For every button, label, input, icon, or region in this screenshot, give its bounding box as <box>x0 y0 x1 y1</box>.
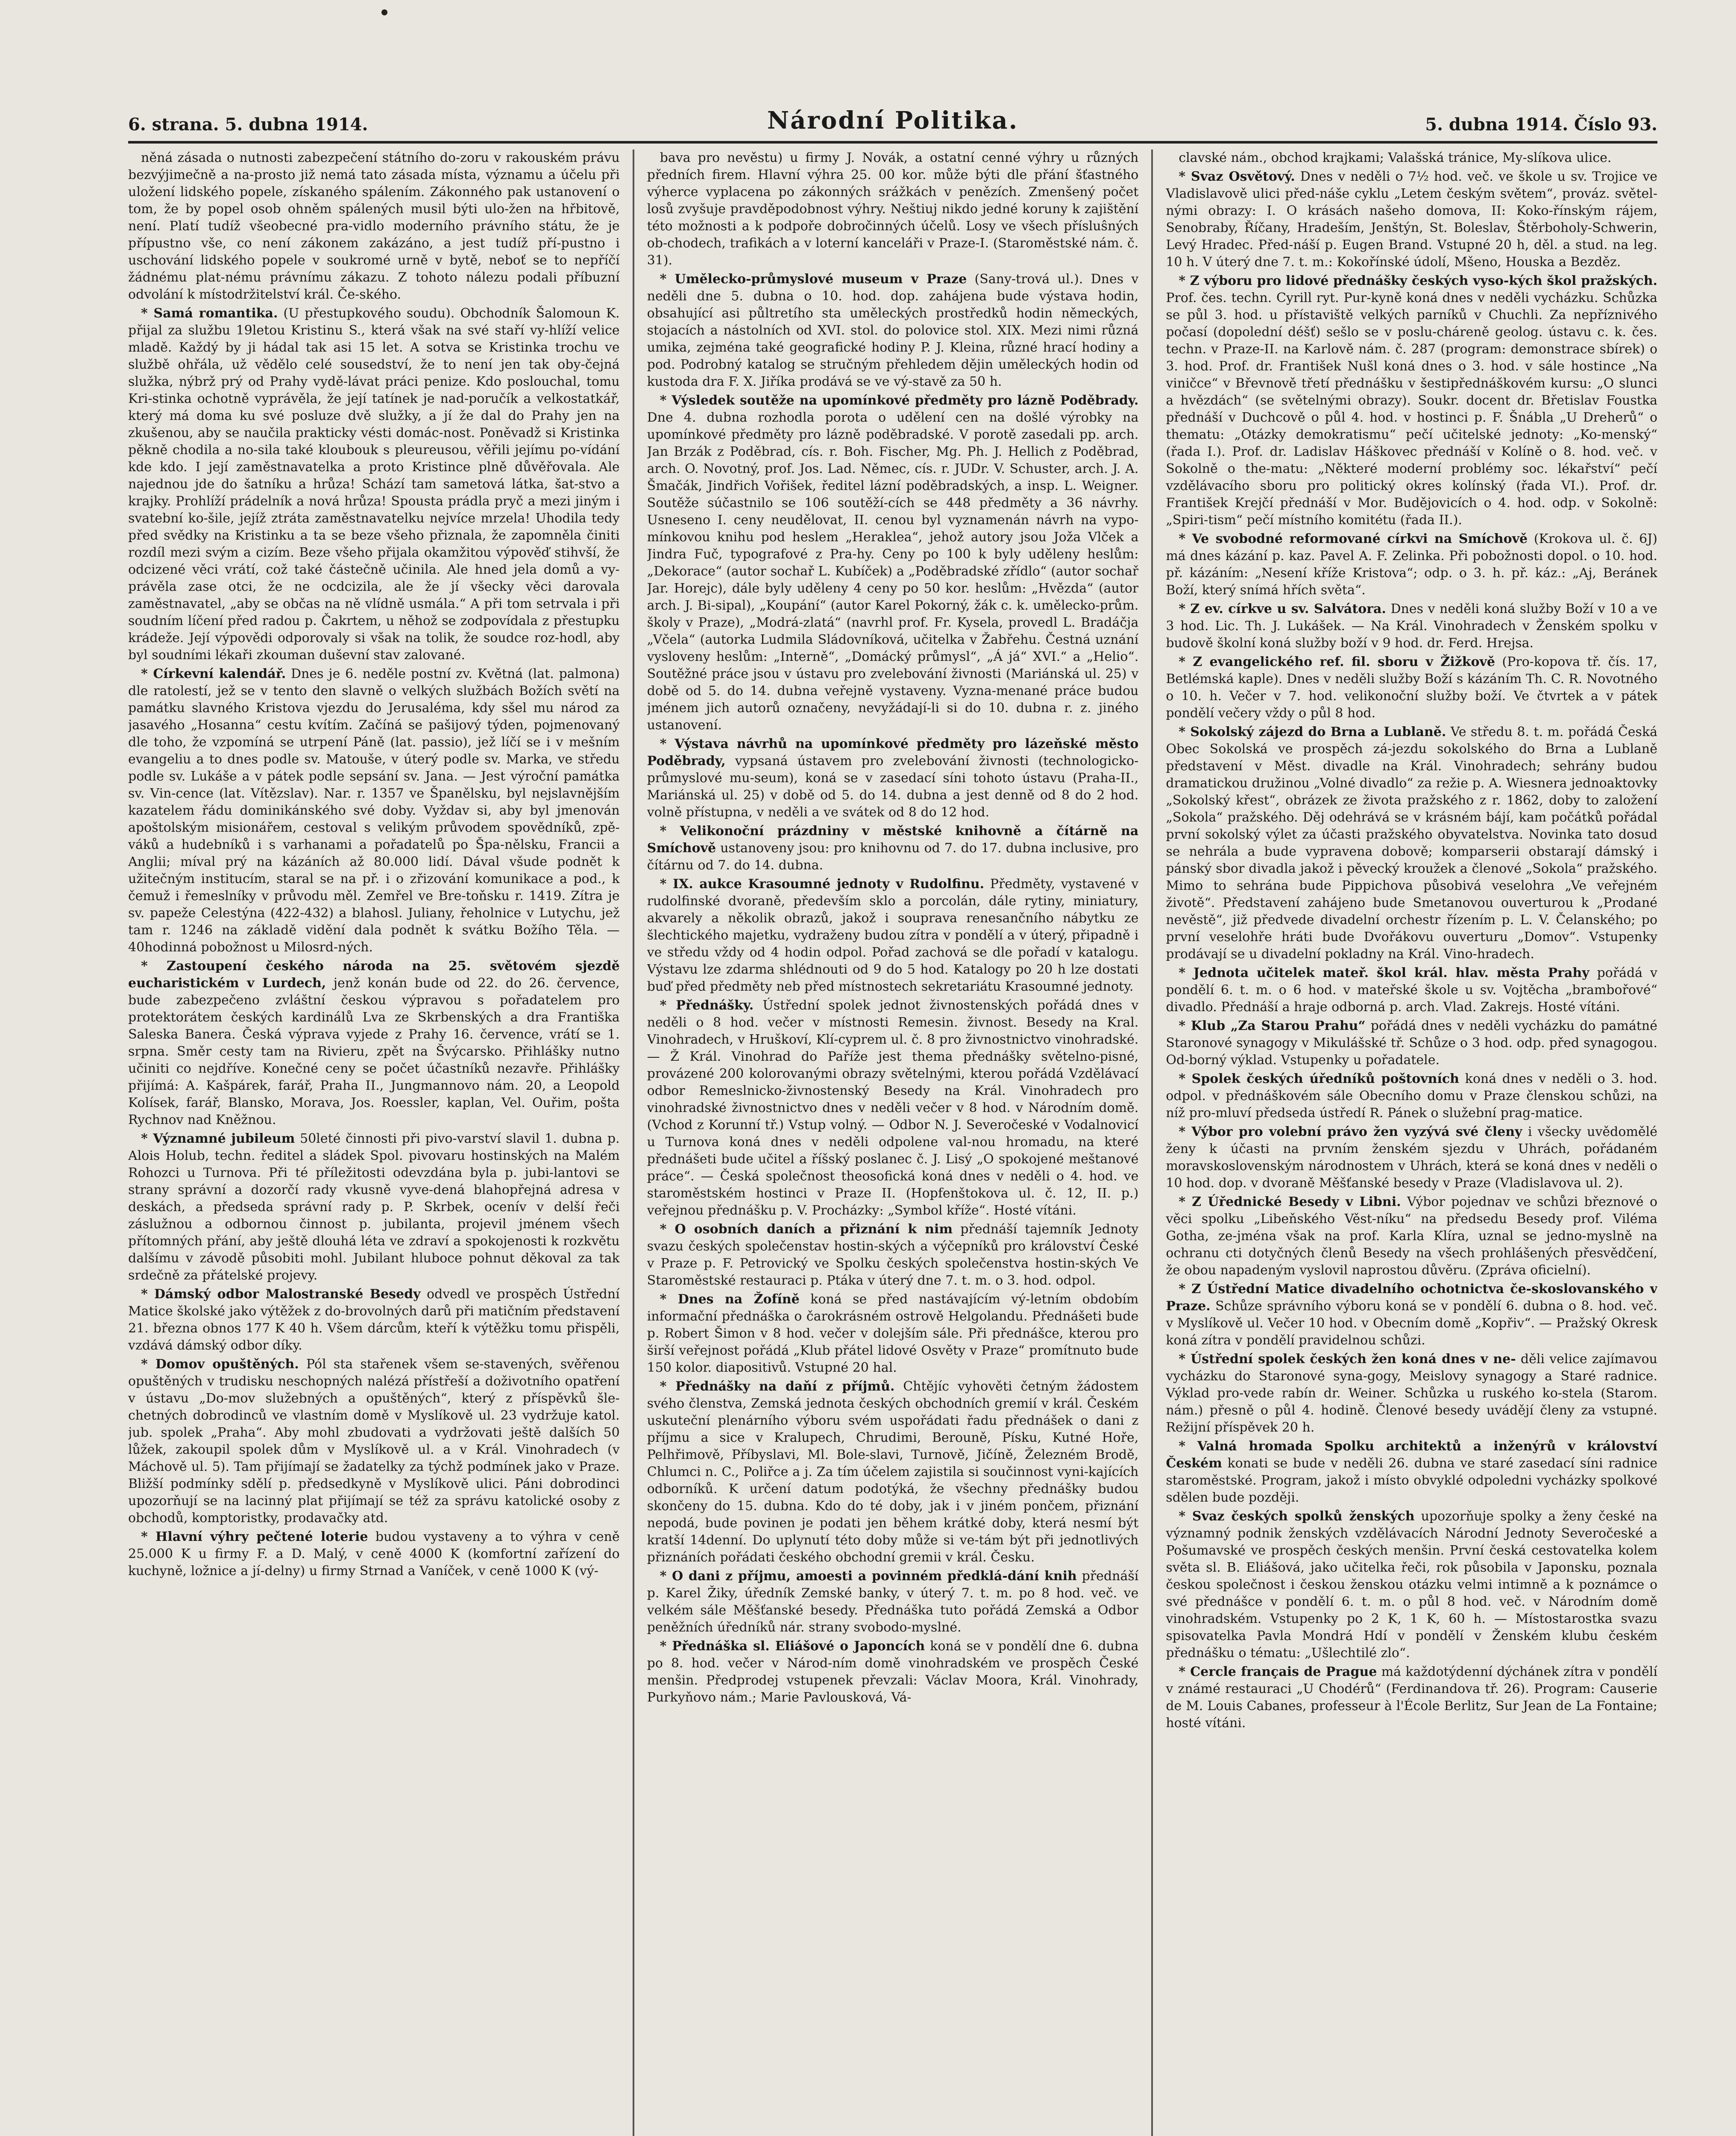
article-heading: * Výbor pro volební právo žen vyzývá své členy <box>1179 1124 1522 1139</box>
article-heading: * Jednota učitelek mateř. škol král. hlav. města Prahy <box>1179 965 1589 980</box>
header-right: 5. dubna 1914. Číslo 93. <box>1425 114 1657 135</box>
article-heading: * Domov opuštěných. <box>141 1357 299 1372</box>
article-text: Dnes je 6. neděle postní zv. Květná (lat. palmona) dle ratolestí, jež se v tento den slavně o velkých službách Božích světí na památku slavného Kristova vjezdu do Jerusaléma, kdy sšel mu národ za jasavého „Hosanna“ cestu kvítím. Začíná se pašijový týden, pojmenovaný dle toho, že vzpomíná se utrpení Páně (lat. passio), jež líčí se i v mešním evangeliu a to dnes podle sv. Matouše, v úterý podle sv. Marka, ve středu podle sv. Lukáše a v pátek podle sepsání sv. Jana. — Jest výroční památka sv. Vin-cence (lat. Vítězslav). Nar. r. 1357 ve Španělsku, byl nejslavnějším kazatelem řádu dominikánského své doby. Vyždav si, aby byl jmenován apoštolským misionářem, cestoval s velikým průvodem spovědníků, zpě-váků a hudebníků i s varhanami a pořadatelů po Špa-nělsku, Francii a Anglii; míval prý na kázáních až 80.000 lidí. Dával všude podnět k užitečným institucím, staral se na př. i o zřizování komunikace a pod., k čemuž i řemeslníky v průvodu měl. Zemřel ve Bre-toňsku r. 1419. Zítra je sv. papeže Celestýna (422-432) a blahosl. Juliany, řeholnice v Lutychu, jež tam r. 1246 na základě vidění dala podnět k svátku Božího Těla. — 40hodinná pobožnost u Milosrd-ných. <box>128 666 620 955</box>
article-text: Schůze správního výboru koná se v pondělí 6. dubna o 8. hod. več. v Myslíkově ul. Večer 10 hod. v Obecním domě „Kopřiv“. — Pražský Okresk koná zítra v pondělí pravidelnou schůzi. <box>1166 1299 1658 1348</box>
article-text: koná se před nastávajícím vý-letním obdobím informační přednáška o čarokrásném ostrově Helgolandu. Přednášeti bude p. Robert Šimon v 8 hod. večer v dolejším sále. Při přednášce, kterou pro širší veřejnost pořádá „Klub přátel lidové Osvěty v Praze“ promítnuto bude 150 kolor. diapositivů. Vstupné 20 hal. <box>647 1292 1139 1375</box>
article-heading: * Umělecko-průmyslové museum v Praze <box>660 272 967 287</box>
article-heading: * Výstava návrhů na upomínkové předměty pro lázeňské město Poděbrady, <box>647 736 1139 769</box>
article-paragraph <box>647 1291 1139 1376</box>
article-heading: * Sokolský zájezd do Brna a Lublaně. <box>1179 725 1446 739</box>
ink-speck <box>381 9 387 15</box>
article-heading: * Velikonoční prázdniny v městské knihovně a čítárně na Smíchově <box>647 824 1139 856</box>
article-heading: * Dnes na Žofíně <box>660 1292 800 1307</box>
masthead-title: Národní Politika. <box>767 106 1019 135</box>
column-3 <box>1166 150 1657 2136</box>
article-paragraph <box>1166 724 1657 963</box>
article-paragraph <box>1166 273 1657 529</box>
article-heading: * IX. aukce Krasoumné jednoty v Rudolfinu. <box>660 877 985 892</box>
article-text: děli velice zajímavou vycházku do Staronové syna-gogy, Meislovy synagogy a Staré radnice. Výklad pro-vede rabín dr. Weiner. Schůzka u ruského ko-stela (Starom. nám.) přesně o půl 4. hodině. Členové besedy uvádějí členy za vstupné. Režijní příspěvek 20 h. <box>1166 1352 1658 1435</box>
article-text: (Krokova ul. č. 6J) má dnes kázání p. kaz. Pavel A. F. Zelinka. Při pobožnosti dopol. o 10. hod. př. kázáním: „Nesení kříže Kristova“; odp. o 3. h. př. káz.: „Aj, Beránek Boží, který snímá hřích světa“. <box>1166 531 1658 598</box>
article-paragraph <box>128 1286 620 1354</box>
article-text: má každotýdenní dýchánek zítra v pondělí v známé restauraci „U Chodérů“ (Ferdinandova tř. 26). Program: Causerie de M. Louis Cabanes, professeur à l'École Berlitz, Sur Jean de La Fontaine; hosté vítáni. <box>1166 1664 1658 1731</box>
article-text: pořádá v pondělí 6. t. m. o 6 hod. v mateřské škole u sv. Vojtěcha „brambořové“ divadlo. Přednáší a hraje odborná p. arch. Vlad. Zakrejs. Hosté vítáni. <box>1166 965 1658 1015</box>
article-paragraph <box>647 150 1139 269</box>
article-heading: * Dámský odbor Malostranské Besedy <box>141 1287 421 1302</box>
article-heading: * Z ev. církve u sv. Salvátora. <box>1179 601 1386 616</box>
article-paragraph <box>1166 1664 1657 1732</box>
article-heading: * Z výboru pro lidové přednášky českých vyso-kých škol pražských. <box>1179 273 1658 288</box>
column-divider <box>633 150 634 2136</box>
article-paragraph <box>647 1638 1139 1706</box>
article-paragraph <box>1166 150 1657 167</box>
article-heading: * O osobních daních a přiznání k nim <box>660 1222 953 1237</box>
article-heading: * Klub „Za Starou Prahu“ <box>1179 1018 1366 1033</box>
article-heading: * Svaz Osvětový. <box>1179 169 1295 184</box>
article-text: budou vystaveny a to výhra v ceně 25.000 K u firmy F. a D. Malý, v ceně 4000 K (komfortní zařízení do kuchyně, ložnice a jí-delny) u firmy Strnad a Vaníček, v ceně 1000 K (vý- <box>128 1529 620 1579</box>
article-text: bava pro nevěstu) u firmy J. Novák, a ostatní cenné výhry u různých předních firem. Hlavní výhra 25. 00 kor. může býti dle přání šťastného výherce vyplacena po zákonných srážkách v penězích. Zmenšený počet losů zvyšuje pravděpodobnost výhry. Neštiuj nikdo jedné koruny k zajištění této možnosti a k podpoře dobročinných účelů. Losy ve všech přísluŝných ob-chodech, trafikách a v loterní kanceláři v Praze-I. (Staroměstské nám. č. 31). <box>647 150 1139 268</box>
article-heading: * Svaz českých spolků ženských <box>1179 1509 1415 1524</box>
article-paragraph <box>128 1130 620 1284</box>
article-columns <box>128 150 1657 2136</box>
article-text: (U přestupkového soudu). Obchodník Šalomoun K. přijal za službu 19letou Kristinu S., která však na své staří vy-hlíží velice mladě. Každý by ji hádal tak asi 15 let. A sotva se Kristinka trochu ve službě ohřála, už vědělo celé sousedství, že to není jen tak oby-čejná služka, nýbrž prý od Prahy vydě-lávat práci penize. Kdo poslouchal, tomu Kri-stinka ochotně vyprávěla, že její tatínek je nad-poručík a velkostatkář, který má doma ku své posluze dvě služky, a jí že dal do Prahy jen na zkušenou, aby se naučila prakticky vésti domác-nost. Poněvadž si Kristinka pěkně chodila a no-sila také kloubouk s pleureusou, věřili jejímu po-vídání kde kdo. I její zaměstnavatelka a proto Kristince plně důvěřovala. Ale najednou jde do šatníku a hrůza! Schází tam sametová látka, šat-stvo a krajky. Prohlíží prádelník a nová hrůza! Spousta prádla pryč a mezi jiným i svatební ko-šile, jejíž ztráta zaměstnavatelku nejvíce mrzela! Uhodila tedy před svědky na Kristinku a ta se beze všeho přiznala, že zapomněla činiti rozdíl mezi svým a cizím. Beze všeho přijala okamžitou výpověď stihvší, že odcizené věci vrátí, což také částečně učinila. Ale hned jela domů a vy-právěla zase otci, že ne ocdcizila, ale že jí všecky věci darovala zaměstnavatel, „aby se občas na ně vlídně usmála.“ A při tom setrvala i při soudním líčení před radou p. Čakrtem, u něhož se zodpovídala z přestupku krádeže. Její výpovědi odporovaly si však na tolik, že soudce roz-hodl, aby byl soudními lékaři zkouman duševní stav zalované. <box>128 306 620 663</box>
article-text: ustanoveny jsou: pro knihovnu od 7. do 17. dubna inclusive, pro čítárnu od 7. do 14. dubna. <box>647 841 1139 873</box>
article-paragraph <box>647 823 1139 874</box>
article-paragraph <box>1166 1018 1657 1069</box>
article-paragraph <box>1166 531 1657 599</box>
article-paragraph <box>128 958 620 1129</box>
article-paragraph <box>1166 168 1657 271</box>
article-text: upozorňuje spolky a ženy české na významný podnik ženských vzdělávacích Národní Jednoty Severočeské a Pošumavské ve prospěch českých menšin. První česká cestovatelka kolem světa sl. B. Eliášová, jako učitelka řeči, rok působila v Japonsku, poznala českou společnost i českou ženskou otázku velmi intimně a k poznámce o své přednášce v pondělí 6. t. m. o půl 8 hod. več. v Národním domě vinohradském. Vstupenky po 2 K, 1 K, 60 h. — Místostarostka svazu spisovatelka Pavla Mondrá Hdí v pondělí v Ženském klubu českém přednášku o tématu: „Ušlechtilé zlo“. <box>1166 1509 1658 1661</box>
article-paragraph <box>1166 1071 1657 1122</box>
article-paragraph <box>1166 1281 1657 1349</box>
article-paragraph <box>128 1529 620 1580</box>
header-rule <box>128 141 1657 144</box>
article-text: jenž konán bude od 22. do 26. července, bude zabezpečeno zvláštní českou výpravou s pořadatelem pro protektorátem českých kardinálů Lva ze Skrbenských a dra Františka Saleska Banera. Česká výprava vyjede z Prahy 16. července, vrátí se 1. srpna. Směr cesty tam na Rivieru, zpět na Švýcarsko. Přihlášky nutno učiniti co nejdříve. Konečné ceny se počet účastníků nezavře. Přihlášky přijímá: A. Kašpárek, farář, Praha II., Jungmannovo nám. 20, a Leopold Kolísek, farář, Blansko, Morava, Jos. Roessler, kaplan, Vel. Ouřim, pošta Rychnov nad Kněžnou. <box>128 976 620 1127</box>
article-heading: * Cercle français de Prague <box>1179 1664 1377 1679</box>
article-heading: * Z evangelického ref. fil. sboru v Žižkově <box>1179 654 1495 669</box>
article-paragraph <box>1166 1124 1657 1192</box>
article-heading: * Ústřední spolek českých žen koná dnes v ne- <box>1179 1352 1516 1367</box>
article-paragraph <box>1166 965 1657 1016</box>
article-paragraph <box>647 271 1139 390</box>
article-text: Dnes v neděli o 7½ hod. več. ve škole u sv. Trojice ve Vladislavově ulici před-náše cyklu „Letem českým světem“, prováz. světel-nými obrazy: I. O krásách našeho domova, II: Koko-řínským rájem, Senobraby, Říčany, Hradeším, Jenštýn, St. Boleslav, Štěrboholy-Schwerin, Levý Hradec. Před-náší p. Eugen Brand. Vstupné 20 h, děl. a stud. na leg. 10 h. V úterý dne 7. t. m.: Kokořínské údolí, Mšeno, Houska a Bezděz. <box>1166 169 1658 270</box>
article-text: Předměty, vystavené v rudolfinské dvoraně, především sklo a porcolán, dále rytiny, miniatury, akvarely a několik obrazů, jakož i souprava renesančního nábytku ze šlechtického majetku, vydraženy budou zítra v pondělí a v úterý, připadně i ve středu vždy od 4 hodin odpol. Pořad zachová se dle pořadí v katalogu. Výstavu lze zdarma shlédnouti od 9 do 5 hod. Katalogy po 20 h lze dostati buď před předměty neb před místnostech sekretariátu Krasoumné jednoty. <box>647 877 1139 994</box>
article-paragraph <box>647 736 1139 821</box>
article-paragraph <box>647 876 1139 995</box>
article-heading: * Zastoupení českého národa na 25. světovém sjezdě eucharistickém v Lurdech, <box>128 959 620 991</box>
article-text: přednáší p. Karel Žiky, úředník Zemské banky, v úterý 7. t. m. po 8 hod. več. ve velkém sále Měšťanské besedy. Přednáška tuto pořádá Zemská a Odbor peněžních úředníků nár. strany svobodo-myslné. <box>647 1569 1139 1635</box>
article-heading: * Výsledek soutěže na upomínkové předměty pro lázně Poděbrady. <box>660 393 1139 408</box>
column-2 <box>647 150 1139 2136</box>
article-paragraph <box>1166 654 1657 722</box>
article-paragraph <box>1166 1508 1657 1662</box>
article-text: Ve středu 8. t. m. pořádá Česká Obec Sokolská ve prospěch zá-jezdu sokolského do Brna a Lublaně představení v Měst. divadle na Král. Vinohradech; sehrány budou dramatickou družinou „Volné divadlo“ za režie p. A. Wiesnera jednoaktovky „Sokolský křest“, obrázek ze života pražského z r. 1862, doby to založení „Sokola“ pražského. Děj odehrává se v krásném bájí, kam počátků pořádal první sokolský výlet za účasti pražského obyvatelstva. Novinka tato dosud se nehrála a bude vypravena dobově; komparserii obstarají dámský i pánský sbor divadla jakož i pěvecký kroužek a členové „Sokola“ pražského. Mimo to sehrána bude Pippichova působivá veselohra „Ve veřejném životě“. Představení zahájeno bude Smetanovou ouverturou k „Prodané nevěstě“, již předvede divadelní orchestr řízením p. L. V. Čelanského; po první veselohře hráti bude Dvořákovu ouverturu „Domov“. Vstupenky prodávají se u divadelní pokladny na Král. Vino-hradech. <box>1166 725 1658 962</box>
article-heading: * Významné jubileum <box>141 1131 295 1146</box>
article-paragraph <box>128 666 620 956</box>
article-text: 50leté činnosti při pivo-varství slavil 1. dubna p. Alois Holub, techn. ředitel a sládek Spol. pivovaru hostinských na Malém Rohozci u Turnova. Při té příležitosti odevzdána byla p. jubi-lantovi se strany správní a dozorčí rady vkusně vyve-dená blahopřejná adresa v deskách, a předseda správní rady p. P. Skrbek, ocenív v delší řeči záslužnou a odbornou činnost p. jubilanta, projevil jménem všech přítomných přání, aby ještě dlouhá léta ve zdraví a spokojenosti k rozkvětu dalšímu v závodě působiti mohl. Jubilant hluboce pohnut děkoval za tak srdečně za přátelské projevy. <box>128 1131 620 1283</box>
column-1 <box>128 150 620 2136</box>
article-text: Chtějíc vyhověti četným žádostem svého členstva, Zemská jednota českých obchodních gremií v král. Českém uskuteční plenárního výboru svém uspořádati řadu přednášek o dani z příjmu a sice v Kralupech, Chrudimi, Berouně, Písku, Kutné Hoře, Pelhřimově, Příbyslavi, Ml. Bole-slavi, Turnově, Jičíně, Železném Brodě, Chlumci n. C., Poliřce a j. Za tím účelem zajistila si součinnost vyni-kajících odborníků. K určení datum podotýká, že všechny přednášky budou skončeny do 15. dubna. Kdo do té doby, jak i v jiném pončem, přiznání nepodá, bude povinen je podati jen během krátké doby, která nesmí být kratší 14denní. Do uplynutí této doby může si ve-tám být při jednotlivých přiznáních pořádati českého obchodní gremii v král. Česku. <box>647 1379 1139 1565</box>
article-paragraph <box>1166 1438 1657 1506</box>
article-text: Dne 4. dubna rozhodla porota o udělení cen na došlé výrobky na upomínkové předměty pro lázně poděbradské. V porotě zasedali pp. arch. Jan Brzák z Poděbrad, cís. r. Boh. Fischer, Mg. Ph. J. Hellich z Poděbrad, arch. O. Novotný, prof. Jos. Lad. Němec, cís. r. JUDr. V. Schuster, arch. J. A. Šmačák, Jindřich Vořišek, ředitel lázní poděbradských, a insp. L. Weigner. Soutěže súčastnilo se 106 soutěží-cích se 448 předměty a 36 návrhy. Usneseno I. ceny neudělovat, II. cenou byl vyznamenán návrh na vypo-mínkovou knihu pod heslem „Heraklea“, jehož autory jsou Joža Vlček a Jindra Fuč, typografové z Pra-hy. Ceny po 100 k byly uděleny heslům: „Dekorace“ (autor sochař L. Kubíček) a „Poděbradské zřídlo“ (autor sochař Jar. Horejc), dále byly uděleny 4 ceny po 50 kor. heslům: „Hvězda“ (autor arch. J. Bi-sipal), „Koupání“ (autor Karel Pokorný, žák c. k. umělecko-prům. školy v Praze), „Modrá-zlatá“ (navrhl prof. Fr. Kysela, provedl L. Bradáčja „Včela“ (autorka Ludmila Sládovníková, učitelka v Žabřehu. Čestná uznání vysloveny heslům: „Interně“, „Domácký průmysl“, „Á já“ XVI.“ a „Helio“. Soutěžné práce jsou v ústavu pro zvelebování živnosti (Mariánská ul. 25) v době od 5. do 14. dubna veřejně vystaveny. Vyzna-menané práce budou jménem jich autorů označeny, nevyžádají-li si do 10. dubna r. z. jiného ustanovení. <box>647 410 1139 733</box>
article-paragraph <box>1166 1351 1657 1436</box>
article-heading: * Přednášky. <box>660 998 754 1013</box>
article-heading: * O dani z příjmu, amoesti a povinném předklá-dání knih <box>660 1569 1077 1584</box>
article-paragraph <box>128 150 620 303</box>
article-heading: * Z Ústřední Matice divadelního ochotnictva če-skoslovanského v Praze. <box>1166 1282 1658 1314</box>
page-header <box>128 106 1657 135</box>
article-text: i všecky uvědomělé ženy k účasti na prvním ženském sjezdu v Uhrách, pořádaném moravskoslovenským národnostem v Uhrách, která se koná dnes v neděli o 10 hod. dop. v dvoraně Měšťanské besedy v Praze (Vladislavova ul. 2). <box>1166 1124 1658 1191</box>
article-text: pořádá dnes v neděli vycházku do památné Staronové synagogy v Mikulášské tř. Schůze o 3 hod. odp. před synagogou. Od-borný výklad. Vstupenky u pořadatele. <box>1166 1018 1658 1068</box>
article-text: odvedl ve prospěch Ústřední Matice školské jako výtěžek z do-brovolných darů při matičním představení 21. března obnos 177 K 40 h. Všem dárcům, kteří k výtěžku tomu přispěli, vzdává dámský odbor díky. <box>128 1287 620 1353</box>
article-paragraph <box>128 305 620 664</box>
article-heading: * Samá romantika. <box>141 306 278 321</box>
article-paragraph <box>647 1378 1139 1566</box>
article-text: Ústřední spolek jednot živnostenských pořádá dnes v neděli o 8 hod. večer v místnosti Remesin. živnost. Besedy na Kral. Vinohradech, v Hruškoví, Klí-cyprem ul. č. 8 pro živnostnictvo vinohradské. — Ž Král. Vinohrad do Paříže jest thema přednášky světelno-pisné, provázené 200 kolorovanými obrazy světelnými, kterou pořádá Vzdělávací odbor Remeslnicko-živnostenský Besedy na Král. Vinohradech pro vinohradské živnostnictvo dnes v neděli večer v 8 hod. v Národním domě. (Vchod z Korunní tř.) Vstup volný. — Odbor N. J. Severočeské v Vodalnovicí u Turnova koná dnes v neděli odpolene val-nou hromadu, na které přednášeti bude učitel a říšský poslanec č. J. Lisý „O spokojené meštanové práce“. — Česká společnost theosofická koná dnes v neděli o 4. hod. ve staroměstském hostinci v Praze II. (Hopfenštokova ul. č. 12, II. p.) veřejnou přednášku p. V. Procházky: „Symbol kříže“. Hosté vítáni. <box>647 998 1139 1218</box>
article-text: Prof. čes. techn. Cyrill ryt. Pur-kyně koná dnes v neděli vycházku. Schůzka se půl 3. hod. u přístaviště velkých parníků v Chuchli. Za nepříznivého počasí (dopolední déšť) sešlo se v poslu-cháreně geolog. ústavu c. k. čes. techn. v Praze-II. na Karlově nám. č. 287 (program: demonstrace sbírek) o 3. hod. Prof. dr. František Nušl koná dnes o 3. hod. v sále hostince „Na viničce“ v Břevnově třetí přednášku v šestipřednáškovém kursu: „O slunci a hvězdách“ (se světelnými obrazy). Soukr. docent dr. Břetislav Foustka přednáší v Duchcově o půl 4. hod. v hostinci p. F. Šnábla „U Dreherů“ o thematu: „Otázky demokratismu“ pečí učitelské jednoty: „Ko-menský“ (řada I.). Prof. dr. Ladislav Háškovec přednáší v Kolíně o 8. hod. več. v Sokolně o the-matu: „Některé moderní problémy soc. lékařství“ pečí vzdělávacího sboru pro politický okres kolínský (řada VI.). Prof. dr. František Krejčí přednáší v Mor. Budějovicích o 4. hod. odp. v Sokolně: „Spiri-tism“ pečí místního komitétu (řada II.). <box>1166 290 1658 528</box>
article-text: něná zásada o nutnosti zabezpečení státního do-zoru v rakouském právu bezvýjimečně a na-prosto již nemá tato zásada místa, významu a účelu při uložení lidského popele, získaného spálením. Zákonného pak ustanovení o tom, že by popel osob ohněm spálených musil býti ulo-žen na hřbitově, není. Platí tudíž všeobecné pra-vidlo moderního právního státu, že je přípustno vše, co není zákonem zakázáno, a jest tudíž pří-pustno i uschování lidského popele v soukromé urně v bytě, neboť se to nepříčí žádnému plat-nému právnímu zákazu. Z tohoto nálezu podali příbuzní odvolání k místodržitelství král. Če-ského. <box>128 150 620 302</box>
article-heading: * Církevní kalendář. <box>141 666 286 681</box>
article-heading: * Spolek českých úředníků poštovních <box>1179 1071 1459 1086</box>
article-text: konati se bude v neděli 26. dubna ve staré zasedací síni radnice staroměstské. Program, jakož i místo obvyklé odpoledni vycházky spolkové sdělen bude později. <box>1166 1456 1658 1505</box>
article-text: Pól sta stařenek všem se-stavených, svěřenou opuštěných v trudisku neschopných nalézá přístřeší a doživotního opatření v ústavu „Do-mov služebných a opuštěných“, který z příspěvků šle-chetných dobrodinců ve vlastním domě v Myslíkově ul. 23 vydržuje katol. jub. spolek „Praha“. Aby mohl zbudovati a vydržovati ještě dalších 50 lůžek, zakoupil spolek dům v Myslíkově ul. a v Král. Vinohradech (v Máchově ul. 5). Tam přijímají se žadatelky za týchž podmínek jako v Praze. Bližší podmínky sdělí p. předsedkyně v Myslíkově ulici. Páni dobrodinci upozorňují se na lacinný plat přijímají se též za správu katolické osoby z obchodů, komptoristky, prodavačky atd. <box>128 1357 620 1526</box>
column-divider <box>1151 150 1153 2136</box>
article-paragraph <box>647 392 1139 734</box>
article-paragraph <box>1166 601 1657 652</box>
article-text: koná se v pondělí dne 6. dubna po 8. hod. večer v Národ-ním domě vinohradském ve prospěch České menšin. Předprodej vstupenek převzali: Václav Moora, Král. Vinohrady, Purkyňovo nám.; Marie Pavlousková, Vá- <box>647 1639 1139 1705</box>
article-paragraph <box>647 997 1139 1219</box>
article-heading: * Ve svobodné reformované církvi na Smíchově <box>1179 531 1528 546</box>
article-heading: * Přednášky na daňí z příjmů. <box>660 1379 895 1394</box>
article-heading: * Valná hromada Spolku architektů a inženýrů v království Českém <box>1166 1439 1658 1471</box>
article-paragraph <box>1166 1194 1657 1279</box>
article-text: vypsaná ústavem pro zvelebování živnosti (technologicko-průmyslové mu-seum), koná se v zasedací síni tohoto ústavu (Praha-II., Mariánská ul. 25) v době od 5. do 14. dubna a jest denně od 8 do 2 hod. volně přístupna, v neděli a ve svátek od 8 do 12 hod. <box>647 754 1139 820</box>
article-paragraph <box>128 1356 620 1527</box>
article-heading: * Hlavní výhry pečtené loterie <box>141 1529 368 1544</box>
article-text: Dnes v neděli koná služby Boží v 10 a ve 3 hod. Lic. Th. J. Lukášek. — Na Král. Vinohradech v Ženském spolku v budově školní koná služby boží v 9 hod. dr. Ferd. Hrejsa. <box>1166 601 1658 651</box>
article-text: koná dnes v neděli o 3. hod. odpol. v přednáškovém sále Obecního domu v Praze členskou schůzi, na níž pro-mluví předseda ústředí R. Pánek o služební prag-matice. <box>1166 1071 1658 1121</box>
article-heading: * Přednáška sl. Eliášové o Japoncích <box>660 1639 925 1654</box>
article-text: (Sany-trová ul.). Dnes v neděli dne 5. dubna o 10. hod. dop. zahájena bude výstava hodin, obsahující asi půltretího sta uměleckých prostředků hodin německých, stojacích a nástolních od XVI. stol. do polovice stol. XIX. Mezi nimi různá umika, zejména také geografické hodiny P. J. Kleina, různé hrací hodiny a pod. Podrobný katalog se stručným přehledem dějin uměleckých hodin od kustoda dra F. X. Jiříka prodává se ve vý-stavě za 50 h. <box>647 272 1139 389</box>
article-text: clavské nám., obchod krajkami; Valašská tránice, My-slíkova ulice. <box>1179 150 1612 165</box>
article-paragraph <box>647 1568 1139 1636</box>
article-text: Výbor pojednav ve schůzi březnové o věci spolku „Libeňského Věst-níku“ na předsedu Besedy prof. Viléma Gotha, ze-jména však na prof. Karla Klíra, uznal se jedno-myslně na ochranu cti dotyčných členů Besedy na všech prohlášených přesvědčení, že obou napadeným vyslovil naprostou důvěru. (Zpráva oficielní). <box>1166 1194 1658 1278</box>
article-heading: * Z Úřednické Besedy v Libni. <box>1179 1194 1401 1209</box>
article-text: (Pro-kopova tř. čís. 17, Betlémská kaple). Dnes v neděli služby Boží s kázáním Th. C. R. Novotného o 10. h. Večer v 7. hod. velikonoční služby boží. Ve čtvrtek a v pátek pondělí večery vždy o půl 8 hod. <box>1166 654 1658 721</box>
article-paragraph <box>647 1221 1139 1289</box>
article-text: přednáší tajemník Jednoty svazu českých společenstav hostin-ských a výčepníků pro království České v Praze p. F. Petrovický ve Spolku českých společenstva hostin-ských Ve Staroměstské restauraci p. Ptáka v úterý dne 7. t. m. o 3. hod. odpol. <box>647 1222 1139 1288</box>
header-left: 6. strana. 5. dubna 1914. <box>128 114 368 135</box>
